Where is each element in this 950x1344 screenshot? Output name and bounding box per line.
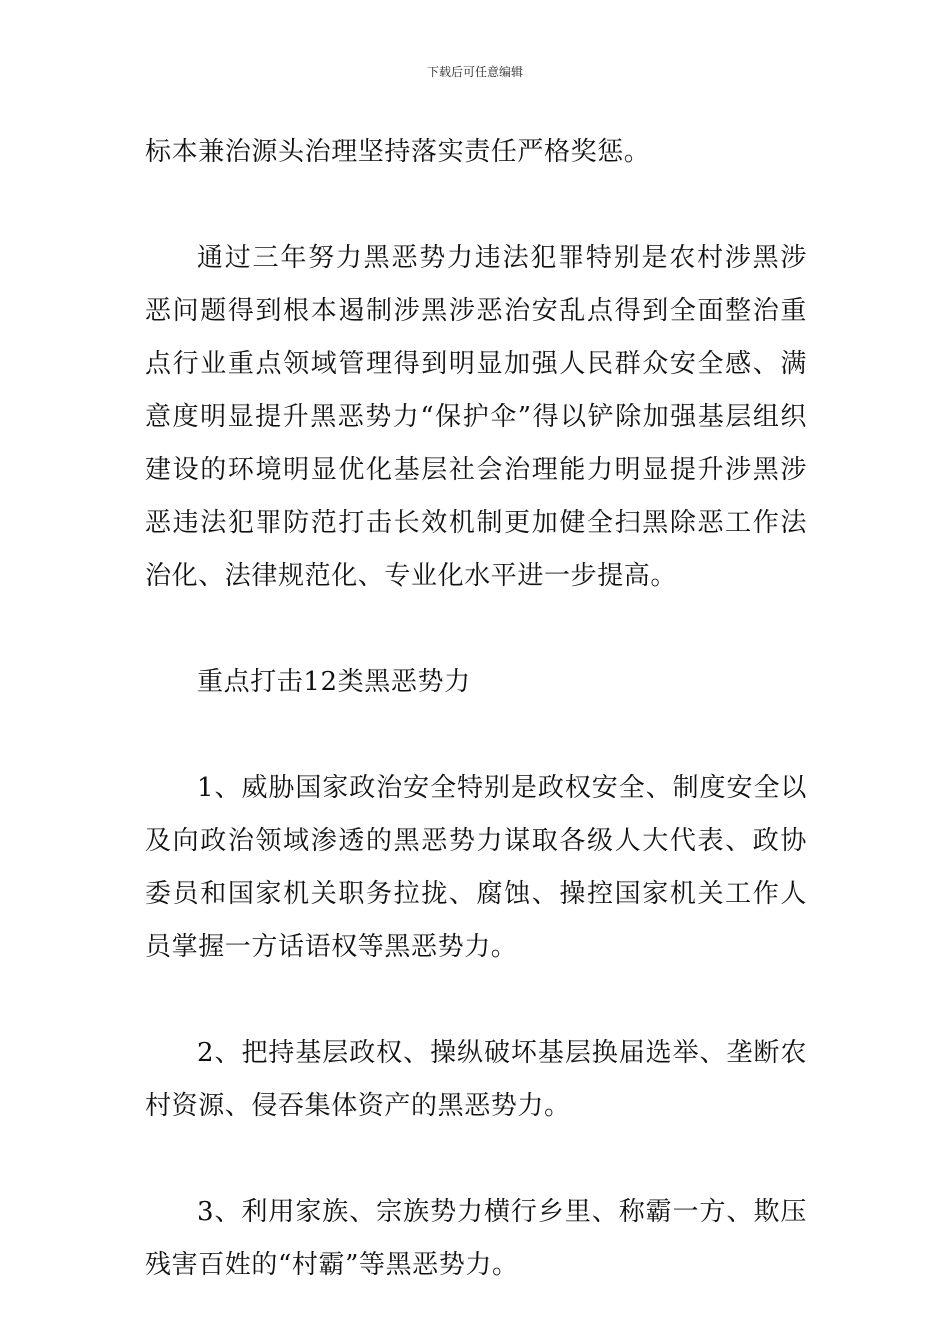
paragraph-continuation: 标本兼治源头治理坚持落实责任严格奖惩。: [145, 137, 651, 167]
list-item-3: 3、利用家族、宗族势力横行乡里、称霸一方、欺压残害百姓的“村霸”等黑恶势力。: [145, 1197, 807, 1280]
paragraph-gap: [145, 709, 807, 762]
paragraph-gap: [145, 179, 807, 232]
list-item-1: 1、威胁国家政治安全特别是政权安全、制度安全以及向政治领域渗透的黑恶势力谋取各级人大代表、政协委员和国家机关职务拉拢、腐蚀、操控国家机关工作人员掌握一方话语权等黑恶势力。: [145, 773, 807, 962]
paragraph-gap: [145, 603, 807, 656]
list-item-2: 2、把持基层政权、操纵破坏基层换届选举、垄断农村资源、侵吞集体资产的黑恶势力。: [145, 1038, 807, 1121]
section-heading: 重点打击12类黑恶势力: [197, 667, 471, 697]
paragraph-goals: 通过三年努力黑恶势力违法犯罪特别是农村涉黑涉恶问题得到根本遏制涉黑涉恶治安乱点得到全面整治重点行业重点领域管理得到明显加强人民群众安全感、满意度明显提升黑恶势力“保护伞”得以铲除加强基层组织建设的环境明显优化基层社会治理能力明显提升涉黑涉恶违法犯罪防范打击长效机制更加健全扫黑除恶工作法治化、法律规范化、专业化水平进一步提高。: [145, 243, 807, 591]
document-body: [145, 126, 807, 1292]
page-header: 下载后可任意编辑: [426, 65, 523, 79]
paragraph-gap: [145, 1133, 807, 1186]
paragraph-gap: [145, 974, 807, 1027]
